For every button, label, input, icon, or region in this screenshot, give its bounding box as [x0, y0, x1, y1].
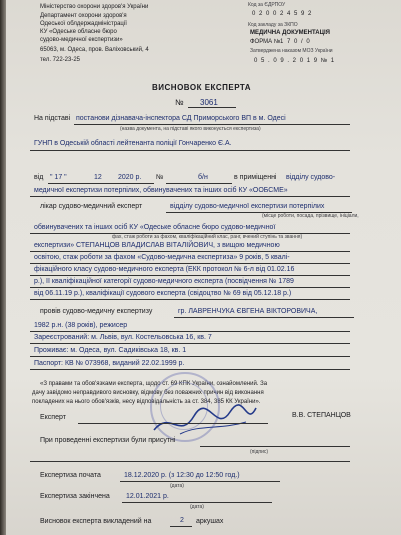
header-line-5: судово-медичної експертизи» [40, 37, 123, 43]
date-month: 12 [94, 174, 102, 181]
start-underline [120, 481, 280, 482]
doc-no-label: № [156, 174, 164, 181]
underline-14 [30, 369, 350, 370]
living-line: Проживає: м. Одеса, вул. Садиківська 18, кв. 1 [34, 347, 187, 354]
rights-line-1: «З правами та обов'язками експерта, щодо ст. 69 КПК України, ознайомлений. За [40, 381, 268, 387]
document-title: ВИСНОВОК ЕКСПЕРТА [152, 83, 252, 92]
basis-value-2: ГУНП в Одеській області лейтенанта поліції Гончаренко Є.А. [34, 140, 232, 147]
basis-underline-2 [30, 150, 350, 151]
pages-value: 2 [180, 517, 184, 524]
expert-line-10: від 06.11.19 р.), кваліфікації судового експерта (свідоцтво № 69 від 05.12.18 р.) [34, 290, 292, 297]
end-hint: (дата) [190, 504, 204, 510]
form-number: 1 7 0 / 0 [280, 39, 311, 45]
zkpo-label: Код закладу за ЗКПО [248, 22, 298, 28]
conclusion-number: 3061 [200, 98, 218, 107]
start-value: 18.12.2020 р. (з 12:30 до 12:50 год.) [124, 472, 240, 479]
start-hint: (дата) [170, 483, 184, 489]
expert-signature [150, 400, 260, 440]
basis-underline [74, 124, 350, 125]
examined-underline [174, 317, 354, 318]
end-underline [122, 502, 272, 503]
expert-line-8: фікаційного класу судово-медичного експерта (ЕКК протокол № 6-л від 01.02.16 [34, 266, 295, 273]
doctor-label: лікар судово-медичний експерт [40, 203, 143, 210]
expert-line-5: обвинувачених та інших осіб КУ «Одеське обласне бюро судово-медичної [34, 224, 276, 231]
doc-no-underline [166, 183, 232, 184]
approved-label: Затверджена наказом МОЗ України [250, 48, 333, 54]
present-hint: (підпис) [250, 449, 269, 455]
basis-label: На підставі [34, 115, 71, 122]
examined-value-2: 1982 р.н. (38 років), режисер [34, 322, 128, 329]
expert-name: В.В. СТЕПАНЦОВ [292, 412, 351, 419]
doc-type-title: МЕДИЧНА ДОКУМЕНТАЦІЯ [250, 30, 330, 36]
date-day: " 17 " [50, 174, 67, 181]
underline-10 [30, 299, 350, 300]
date-underline [48, 183, 154, 184]
edrpou-value: 0 2 0 0 2 4 5 9 2 [252, 11, 313, 17]
header-line-2: Департамент охорони здоров'я [40, 13, 127, 19]
doctor-value: відділу судово-медичної експертизи потерпілих [170, 203, 325, 210]
page-edge-shadow [0, 0, 6, 535]
examined-value: гр. ЛАВРЕНЧУКА ЄВГЕНА ВІКТОРОВИЧА, [178, 308, 318, 315]
header-line-6: 65063, м. Одеса, пров. Валіховський, 4 [40, 47, 149, 53]
present-underline-2 [30, 461, 350, 462]
passport-line: Паспорт: КВ № 073968, виданий 22.02.1999 р. [34, 360, 185, 367]
header-line-3: Одеської облдержадміністрації [40, 21, 127, 27]
header-line-7: тел. 722-23-25 [40, 57, 81, 63]
pages-underline [170, 526, 192, 527]
form-label: ФОРМА № [250, 39, 281, 45]
number-underline [188, 107, 236, 108]
approved-date: 0 5 . 0 9 . 2 0 1 9 № 1 [254, 58, 336, 64]
expert-sign-underline [78, 423, 268, 424]
underline-9 [30, 287, 350, 288]
header-line-4: КУ «Одеське обласне бюро [40, 29, 117, 35]
doc-no-value: б/н [198, 174, 208, 181]
end-label: Експертиза закінчена [40, 493, 110, 500]
rights-line-2: дачу завідомо неправдивого висновку, відмову без поважних причин від виконання [32, 390, 264, 396]
in-room-value: відділу судово- [286, 174, 336, 181]
date-from-label: від [34, 174, 44, 181]
pages-suffix: аркушах [196, 518, 224, 525]
in-room-label: в приміщенні [234, 174, 277, 181]
underline-12 [30, 343, 350, 344]
underline-11 [30, 331, 350, 332]
underline-6 [30, 251, 350, 252]
examined-label: провів судово-медичну експертизу [40, 308, 153, 315]
expert-label: Експерт [40, 414, 66, 421]
pages-label: Висновок експерта викладений на [40, 518, 152, 525]
present-underline [200, 446, 350, 447]
underline-13 [30, 356, 350, 357]
basis-hint: (назва документа, на підставі якого виконується експертиза) [120, 126, 261, 132]
registered-line: Зареєстрований: м. Львів, вул. Костельовська 16, кв. 7 [34, 334, 212, 341]
expert-hint: фах, стаж роботи за фахом, кваліфікаційний клас, ранг, вчений ступінь та звання) [112, 234, 303, 240]
expert-line-9: р.), ІІ кваліфікаційної категорії судово-медичного експерта (посвідчення № 1789 [34, 278, 294, 285]
doctor-hint: (місце роботи, посада, прізвище, ініціали, [262, 213, 359, 219]
number-sign: № [175, 98, 184, 107]
underline-8 [30, 275, 350, 276]
expert-line-6: експертизи» СТЕПАНЦОВ ВЛАДИСЛАВ ВІТАЛІЙОВИЧ, з вищою медичною [34, 242, 280, 249]
present-label: При проведенні експертизи були присутні [40, 437, 176, 444]
department-underline [30, 196, 350, 197]
underline-7 [30, 263, 350, 264]
expert-line-7: освітою, стаж роботи за фахом «Судово-медична експертиза» 9 років, 5 квалі- [34, 254, 290, 261]
edrpou-label: Код за ЄДРПОУ [248, 2, 286, 8]
basis-value: постанови дізнавача-інспектора СД Приморського ВП в м. Одесі [76, 115, 286, 122]
header-line-1: Міністерство охорони здоров'я України [40, 4, 149, 10]
end-value: 12.01.2021 р. [126, 493, 169, 500]
rights-line-3: покладених на нього обов'язків, несу відповідальність за ст. 384, 385 КК України». [32, 399, 261, 405]
start-label: Експертиза почата [40, 472, 101, 479]
department-line: медичної експертизи потерпілих, обвинувачених та інших осіб КУ «ООБСМЕ» [34, 187, 288, 194]
date-year: 2020 р. [118, 174, 142, 181]
